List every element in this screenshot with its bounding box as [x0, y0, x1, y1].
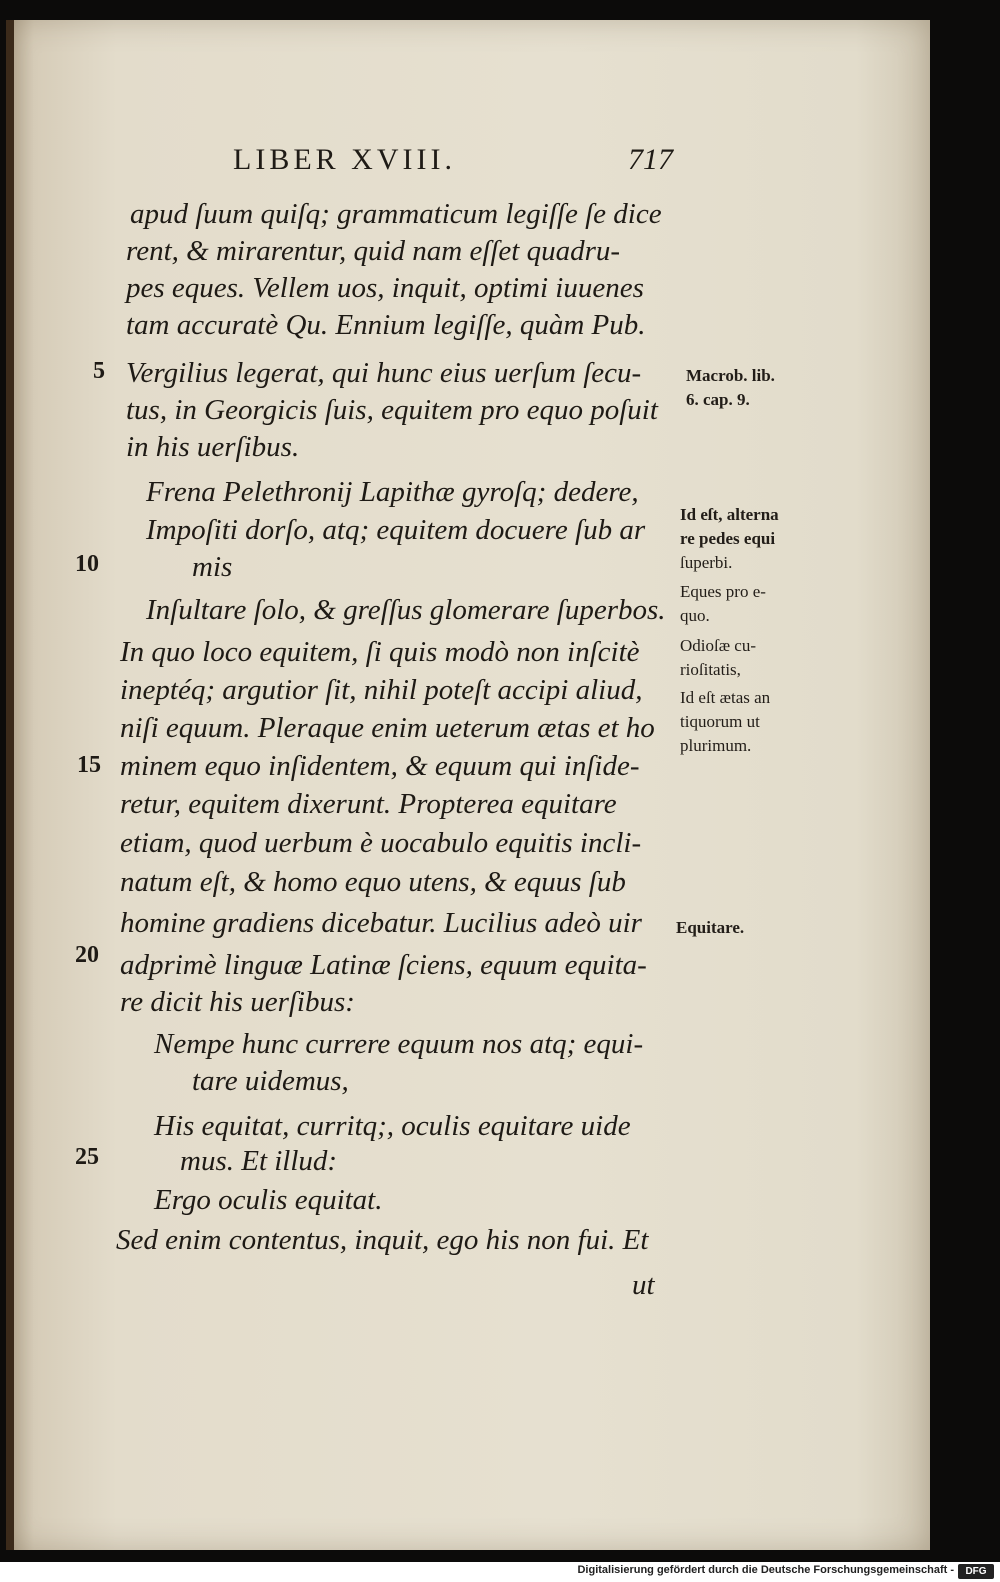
text-line: etiam, quod uerbum è uocabulo equitis incli- — [120, 827, 642, 859]
text-line: in his uerſibus. — [126, 431, 300, 463]
margin-note: Equitare. — [676, 918, 745, 937]
text-line: natum eſt, & homo equo utens, & equus ſub — [120, 866, 626, 898]
verse-line: tare uidemus, — [192, 1065, 349, 1097]
text-line: Vergilius legerat, qui hunc eius uerſum ſecu- — [126, 357, 642, 389]
verse-line: mis — [192, 551, 233, 583]
verse-line: Ergo oculis equitat. — [154, 1184, 383, 1216]
footer-credit: Digitalisierung gefördert durch die Deutsche Forschungsgemeinschaft - — [577, 1564, 954, 1576]
book-spine — [6, 20, 14, 1550]
line-number: 5 — [93, 358, 105, 384]
verse-line: His equitat, curritq;, oculis equitare uide — [154, 1110, 631, 1142]
text-line: ineptéq; argutior ſit, nihil poteſt accipi aliud, — [120, 674, 643, 706]
text-line: niſi equum. Pleraque enim ueterum ætas et ho — [120, 712, 655, 744]
line-number: 20 — [75, 942, 99, 968]
text-line: rent, & mirarentur, quid nam eſſet quadru- — [126, 235, 621, 267]
running-header — [233, 143, 673, 187]
text-line: retur, equitem dixerunt. Propterea equitare — [120, 788, 617, 820]
header-title: LIBER XVIII. — [233, 143, 456, 176]
text-line: re dicit his uerſibus: — [120, 986, 355, 1018]
verse-line: Inſultare ſolo, & greſſus glomerare ſuperbos. — [146, 594, 666, 626]
dfg-logo: DFG — [958, 1564, 994, 1579]
margin-note: Odioſæ cu- — [680, 636, 757, 655]
text-line: tus, in Georgicis ſuis, equitem pro equo poſuit — [126, 394, 658, 426]
margin-note: Id eſt, alterna — [680, 505, 779, 524]
text-line: Sed enim contentus, inquit, ego his non fui. Et — [116, 1224, 649, 1256]
line-number: 10 — [75, 551, 99, 577]
digitization-footer — [0, 1562, 1000, 1582]
margin-note: ſuperbi. — [680, 553, 733, 572]
verse-line: mus. Et illud: — [180, 1145, 338, 1177]
margin-note: Macrob. lib. — [686, 366, 775, 385]
text-line: tam accuratè Qu. Ennium legiſſe, quàm Pub. — [126, 309, 646, 341]
verse-line: Frena Pelethronij Lapithæ gyroſq; dedere, — [146, 476, 639, 508]
margin-note: tiquorum ut — [680, 712, 760, 731]
margin-note: plurimum. — [680, 736, 752, 755]
page-number: 717 — [628, 143, 673, 176]
margin-note: 6. cap. 9. — [686, 390, 750, 409]
verse-line: Impoſiti dorſo, atq; equitem docuere ſub ar — [146, 514, 646, 546]
text-line: pes eques. Vellem uos, inquit, optimi iuuenes — [126, 272, 644, 304]
catchword: ut — [632, 1269, 655, 1301]
verse-line: Nempe hunc currere equum nos atq; equi- — [154, 1028, 644, 1060]
text-line: minem equo inſidentem, & equum qui inſide- — [120, 750, 640, 782]
margin-note: Eques pro e- — [680, 582, 766, 601]
text-line: homine gradiens dicebatur. Lucilius adeò uir — [120, 907, 642, 939]
line-number: 25 — [75, 1144, 99, 1170]
margin-note: quo. — [680, 606, 710, 625]
line-number: 15 — [77, 752, 101, 778]
text-line: In quo loco equitem, ſi quis modò non inſcitè — [120, 636, 640, 668]
text-line: apud ſuum quiſq; grammaticum legiſſe ſe dice — [130, 198, 662, 230]
margin-note: Id eſt ætas an — [680, 688, 771, 707]
text-line: adprimè linguæ Latinæ ſciens, equum equita- — [120, 949, 647, 981]
margin-note: rioſitatis, — [680, 660, 741, 679]
margin-note: re pedes equi — [680, 529, 776, 548]
